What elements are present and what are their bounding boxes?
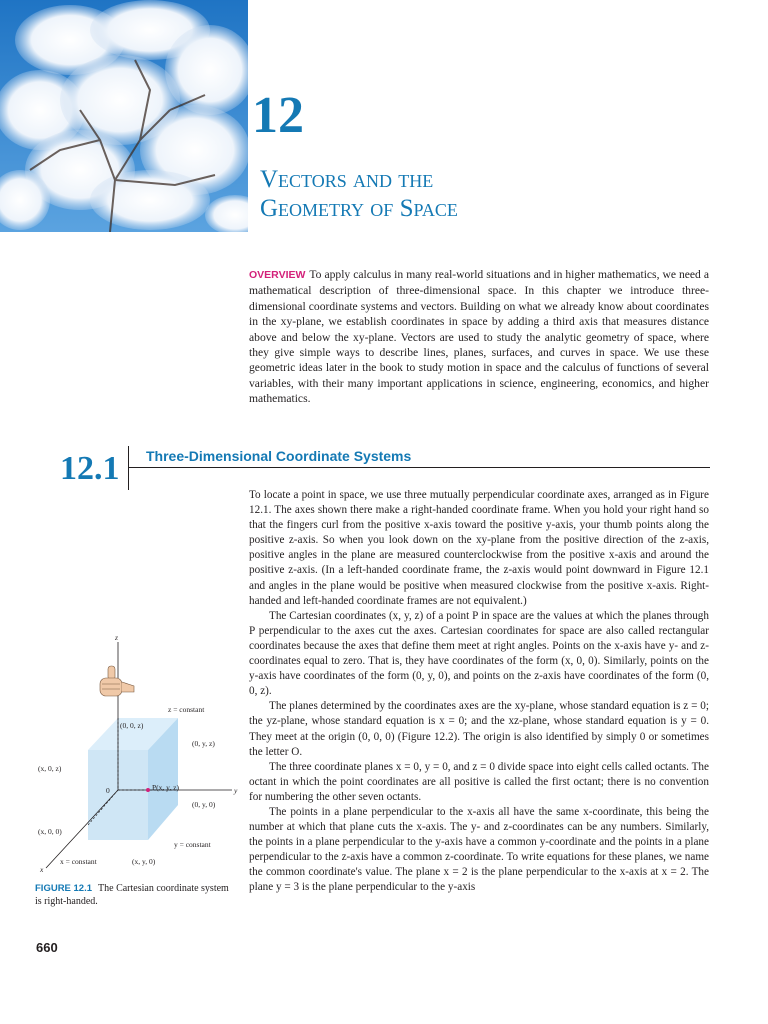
point-x00-label: (x, 0, 0) (38, 827, 62, 836)
point-x0z-label: (x, 0, z) (38, 764, 62, 773)
body-paragraph-5: The points in a plane perpendicular to the x-axis all have the same x-coordinate, this being the number at which that plane cuts the x-axis. The y- and z-coordinates can be any numbers. Similarly, the points in a plane perpendicular to the y-axis have a common y-coordinate and the points in a plane perpendicular to the z-axis have a common z-coordinate. To write equations for these planes, we name the common coordinate's value. The plane x = 2 is the plane perpendicular to the x-axis at x = 2. The plane y = 3 is the plane perpendicular to the y-axis (249, 805, 709, 894)
point-p-label: P(x, y, z) (152, 783, 180, 792)
section-number: 12.1 (60, 450, 120, 487)
y-axis-label: y (234, 786, 238, 795)
page-number: 660 (36, 940, 58, 955)
section-title: Three-Dimensional Coordinate Systems (146, 448, 412, 464)
body-paragraph-1: To locate a point in space, we use three mutually perpendicular coordinate axes, arranged as in Figure 12.1. The axes shown there make a right-handed coordinate frame. When you hold your right hand so that the fingers curl from the positive x-axis toward the positive y-axis, your thumb points along the positive z-axis. So when you look down on the xy-plane from the positive direction of the z-axis, positive angles in the plane are measured counterclockwise from the positive x-axis and around the positive z-axis. (In a left-handed coordinate frame, the z-axis would point downward in Figure 12.1 and angles in the plane would be positive when measured clockwise from the positive x-axis. Right-handed and left-handed coordinate frames are not equivalent.) (249, 489, 709, 607)
point-p (146, 788, 150, 792)
chapter-title-line1: Vectors and the (260, 166, 434, 193)
x-axis-label: x (40, 865, 44, 874)
y-constant-label: y = constant (174, 840, 211, 849)
body-paragraph-3: The planes determined by the coordinates axes are the xy-plane, whose standard equation is z = 0; the yz-plane, whose standard equation is x = 0; and the xz-plane, whose standard equation is y = 0. They meet at the origin (0, 0, 0) (Figure 12.2). The origin is also identified by simply 0 or sometimes the letter O. (249, 700, 709, 758)
right-hand-icon (100, 666, 134, 696)
chapter-opener-image (0, 0, 248, 232)
chapter-title (260, 165, 680, 223)
body-paragraph-2: The Cartesian coordinates (x, y, z) of a point P in space are the values at which the planes through P perpendicular to the axes cut the axes. Cartesian coordinates for space are also called rectangular coordinates because the axes that define them meet at right angles. Points on the x-axis have y- and z-coordinates equal to zero. That is, they have coordinates of the form (x, 0, 0). Similarly, points on the y-axis have coordinates of the form (0, y, 0), and points on the z-axis have coordinates of the form (0, 0, z). (249, 609, 709, 698)
figure-caption (35, 882, 235, 908)
chapter-number: 12 (252, 87, 304, 144)
figure-caption-label: FIGURE 12.1 (35, 883, 93, 894)
overview-label: OVERVIEW (249, 269, 306, 281)
point-00z-label: (0, 0, z) (120, 721, 144, 730)
section-rule-horizontal (128, 467, 710, 468)
z-constant-label: z = constant (168, 705, 205, 714)
overview-block (249, 267, 709, 407)
chapter-title-line2: Geometry of Space (260, 195, 458, 222)
point-0y0-label: (0, y, 0) (192, 800, 216, 809)
point-0yz-label: (0, y, z) (192, 739, 215, 748)
body-paragraph-4: The three coordinate planes x = 0, y = 0, and z = 0 divide space into eight cells called octants. The octant in which the point coordinates are all positive is called the first octant; there is no convention for numbering the other seven octants. (249, 760, 709, 803)
overview-text: To apply calculus in many real-world situations and in higher mathematics, we need a mathematical description of three-dimensional space. In this chapter we introduce three-dimensional coordinate systems and vectors. Building on what we already know about coordinates in the xy-plane, we establish coordinates in space by adding a third axis that measures distance above and below the xy-plane. Vectors are used to study the analytic geometry of space, where they give simple ways to describe lines, planes, surfaces, and curves in space. We use these geometric ideas later in the book to study motion in space and the calculus of functions of several variables, with their many important applications in science, engineering, economics, and higher mathematics. (249, 268, 709, 406)
z-axis-label: z (115, 633, 118, 642)
origin-label: 0 (106, 786, 110, 795)
section-body (249, 488, 709, 896)
point-xy0-label: (x, y, 0) (132, 857, 156, 866)
section-rule-vertical (128, 446, 129, 490)
figure-12-1 (0, 630, 248, 880)
figure-caption-text: The Cartesian coordinate system is right-handed. (35, 883, 229, 907)
x-constant-label: x = constant (60, 857, 97, 866)
